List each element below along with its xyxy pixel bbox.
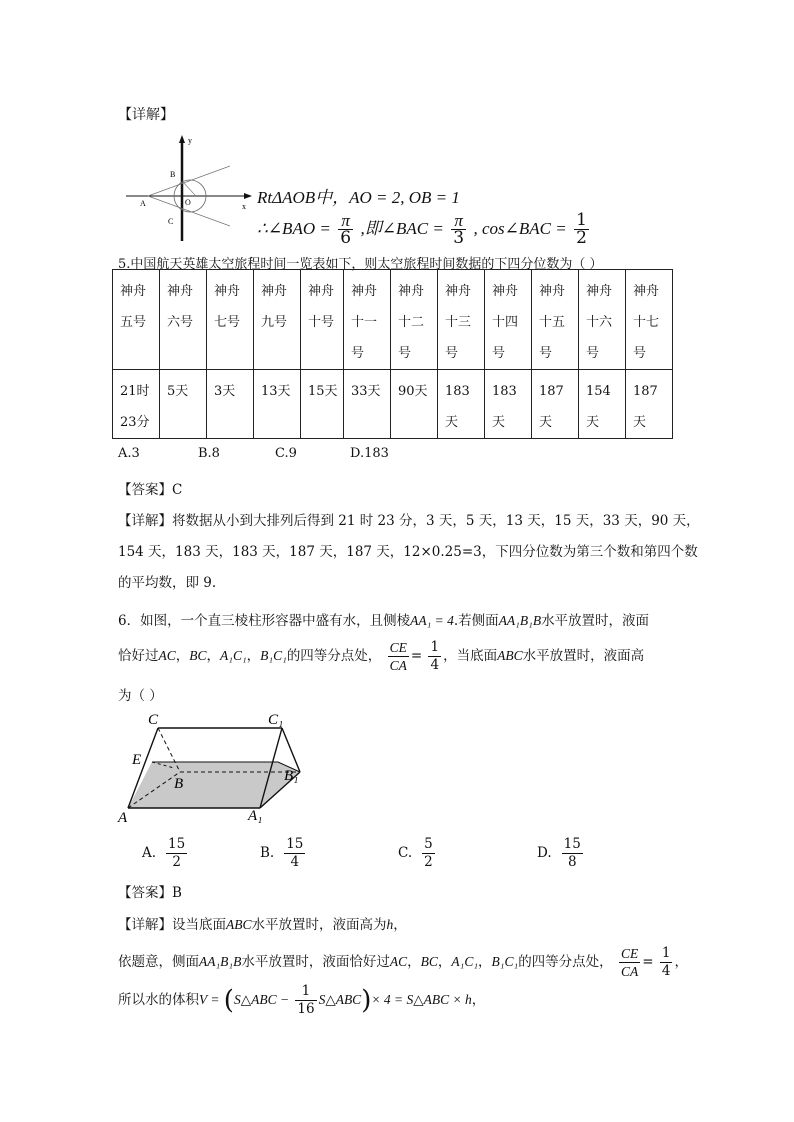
point-a-label: A bbox=[140, 199, 146, 208]
q6-stem-line2: 恰好过AC，BC，A₁C₁，B₁C₁的四等分点处， $\frac{CE}{CA}$ = $\frac{1}{4}$ ，当底面ABC水平放置时，液面高 bbox=[118, 639, 645, 673]
table-cell: 神舟七号 bbox=[207, 270, 254, 370]
table-cell: 神舟九号 bbox=[254, 270, 301, 370]
coordinate-figure bbox=[120, 133, 255, 243]
table-cell: 90天 bbox=[391, 370, 438, 439]
axis-x-label: x bbox=[242, 202, 246, 211]
q4-line1: RtΔAOB中，AO = 2, OB = 1 bbox=[257, 188, 460, 207]
q5-option-b: B.8 bbox=[198, 446, 220, 461]
q5-stem: 5.中国航天英雄太空旅程时间一览表如下，则太空旅程时间数据的下四分位数为（ ） bbox=[118, 257, 603, 272]
table-cell: 3天 bbox=[207, 370, 254, 439]
q5-detail-line2: 154 天，183 天，183 天，187 天，187 天，12×0.25=3，下四分位数为第三个数和第四个数 bbox=[118, 544, 698, 560]
table-cell: 神舟十一号 bbox=[344, 270, 391, 370]
table-cell: 神舟十七号 bbox=[626, 270, 673, 370]
table-cell: 神舟十号 bbox=[301, 270, 344, 370]
q6-answer: 【答案】B bbox=[118, 885, 182, 901]
table-cell: 187天 bbox=[626, 370, 673, 439]
table-cell: 15天 bbox=[301, 370, 344, 439]
q6-detail-line3: 所以水的体积V = (S△ABC − $\frac{1}{16}$ S△ABC)× 4 = S△ABC × h， bbox=[118, 983, 486, 1017]
table-cell: 13天 bbox=[254, 370, 301, 439]
table-cell: 183天 bbox=[485, 370, 532, 439]
q6-option-c: C. $\frac{5}{2}$ bbox=[398, 836, 433, 870]
q6-detail-line2: 依题意，侧面AA₁B₁B水平放置时，液面恰好过AC，BC，A₁C₁，B₁C₁的四等分点处， $\frac{CE}{CA}$ = $\frac{1}{4}$ ， bbox=[118, 945, 688, 979]
q6-option-a: A. $\frac{15}{2}$ bbox=[142, 836, 186, 870]
detail-heading: 【详解】 bbox=[118, 107, 174, 123]
q4-line2: ∴∠BAO = $\frac{\pi}{6}$ ,即∠BAC = $\frac{\pi}{3}$ , cos∠BAC = $\frac{1}{2}$ bbox=[257, 210, 587, 248]
table-cell: 神舟十五号 bbox=[532, 270, 579, 370]
table-cell: 21时23分 bbox=[113, 370, 160, 439]
point-b-label: B bbox=[170, 170, 176, 179]
axis-y-label: y bbox=[188, 136, 192, 145]
point-c-label: C bbox=[168, 217, 174, 226]
label-e: E bbox=[132, 752, 142, 768]
label-b: B bbox=[174, 776, 184, 792]
table-cell: 5天 bbox=[160, 370, 207, 439]
q5-option-d: D.183 bbox=[350, 446, 389, 461]
q5-answer: 【答案】C bbox=[118, 482, 183, 498]
table-cell: 154天 bbox=[579, 370, 626, 439]
table-cell: 33天 bbox=[344, 370, 391, 439]
label-c: C bbox=[148, 712, 159, 728]
table-cell: 183天 bbox=[438, 370, 485, 439]
q5-detail-line3: 的平均数，即 9. bbox=[118, 575, 217, 591]
table-cell: 神舟六号 bbox=[160, 270, 207, 370]
point-o-label: O bbox=[185, 198, 191, 207]
q6-stem-line1: 6．如图，一个直三棱柱形容器中盛有水，且侧棱AA₁ = 4.若侧面AA₁B₁B水平放置时，液面 bbox=[118, 613, 650, 629]
q6-detail-line1: 【详解】设当底面ABC水平放置时，液面高为h， bbox=[118, 917, 407, 933]
label-c1: C₁ bbox=[268, 712, 284, 728]
q6-option-b: B. $\frac{15}{4}$ bbox=[260, 836, 304, 870]
prism-figure bbox=[114, 710, 314, 825]
label-a: A bbox=[118, 810, 128, 825]
label-a1: A₁ bbox=[248, 808, 263, 824]
label-b1: B₁ bbox=[284, 768, 299, 784]
q6-option-d: D. $\frac{15}{8}$ bbox=[537, 836, 581, 870]
table-cell: 神舟十二号 bbox=[391, 270, 438, 370]
table-cell: 187天 bbox=[532, 370, 579, 439]
table-cell: 神舟十三号 bbox=[438, 270, 485, 370]
table-row-names bbox=[113, 270, 673, 370]
spaceflight-table bbox=[112, 269, 673, 439]
q5-option-a: A.3 bbox=[118, 446, 140, 461]
q5-option-c: C.9 bbox=[275, 446, 297, 461]
table-cell: 神舟五号 bbox=[113, 270, 160, 370]
table-cell: 神舟十四号 bbox=[485, 270, 532, 370]
q6-stem-line3: 为（ ） bbox=[118, 688, 163, 704]
table-row-durations bbox=[113, 370, 673, 439]
table-cell: 神舟十六号 bbox=[579, 270, 626, 370]
q5-detail-line1: 【详解】将数据从小到大排列后得到 21 时 23 分，3 天，5 天，13 天，15 天，33 天，90 天， bbox=[118, 513, 700, 529]
